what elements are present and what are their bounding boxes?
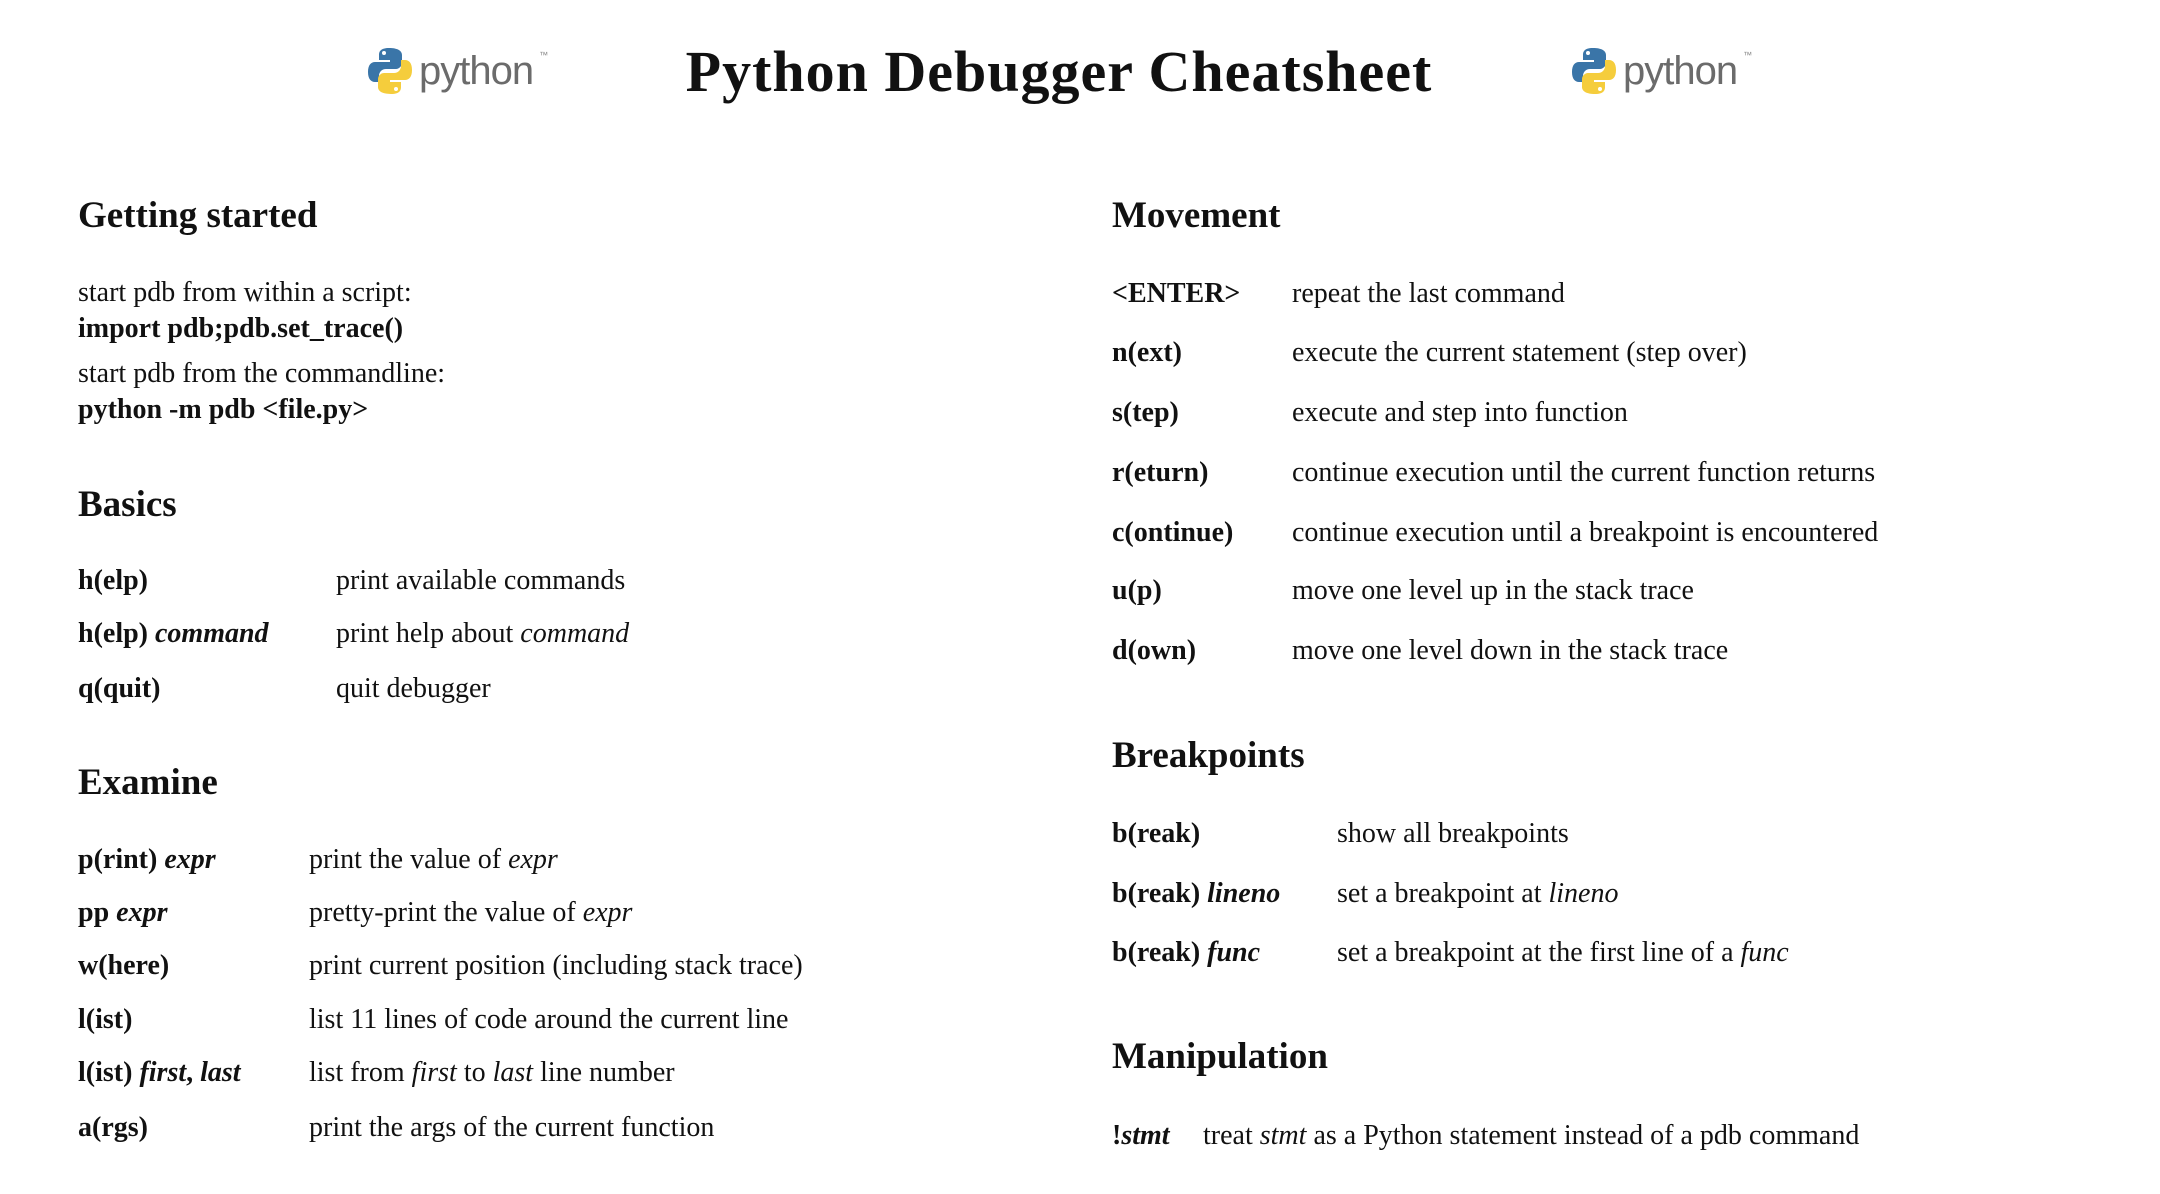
argument-text: command [520, 618, 630, 649]
text-segment: d(own) [1112, 635, 1197, 666]
command-name [78, 671, 160, 707]
argument-text: expr [164, 844, 216, 875]
text-segment: start pdb from the commandline: [78, 358, 446, 389]
text-segment: python -m pdb <file.py> [78, 394, 369, 425]
usage-line [78, 311, 403, 347]
text-segment: w(here) [78, 950, 170, 981]
trademark: ™ [539, 50, 549, 60]
command-description [336, 616, 629, 652]
python-logo-right [1571, 42, 1752, 100]
text-segment: pretty-print the value of [309, 897, 583, 928]
command-name [78, 948, 169, 984]
section-heading-movement: Movement [1112, 195, 1281, 236]
command-description [1337, 816, 1569, 852]
text-segment: print help about [336, 618, 521, 649]
text-segment: ! [1112, 1120, 1122, 1151]
text-segment: u(p) [1112, 575, 1162, 606]
usage-line [78, 275, 412, 311]
text-segment: a(rgs) [78, 1112, 148, 1143]
text-segment: q(quit) [78, 673, 161, 704]
text-segment: l(ist) [78, 1004, 133, 1035]
command-description [336, 671, 491, 707]
text-segment: , [186, 1057, 201, 1088]
text-segment: print the args of the current function [309, 1112, 715, 1143]
command-name [78, 895, 167, 931]
argument-text: first [139, 1057, 187, 1088]
text-segment: l(ist) [78, 1057, 140, 1088]
text-segment: h(elp) [78, 565, 148, 596]
text-segment: print available commands [336, 565, 626, 596]
text-segment: s(tep) [1112, 397, 1179, 428]
command-name [78, 1002, 132, 1038]
command-description [309, 948, 803, 984]
command-description [1292, 573, 1694, 609]
section-heading-examine: Examine [78, 762, 218, 803]
section-heading-basics: Basics [78, 484, 177, 525]
command-name [1112, 1118, 1170, 1154]
python-snake-icon [1571, 46, 1617, 96]
python-logo-text: python [1623, 48, 1738, 93]
command-name [1112, 573, 1162, 609]
text-segment: list from [309, 1057, 412, 1088]
command-description [336, 563, 625, 599]
text-segment: b(reak) [1112, 818, 1201, 849]
argument-text: lineno [1548, 878, 1619, 909]
command-description [309, 1002, 789, 1038]
section-heading-getting-started: Getting started [78, 195, 318, 236]
text-segment: show all breakpoints [1337, 818, 1569, 849]
command-description [1292, 633, 1728, 669]
text-segment: print current position (including stack trace) [309, 950, 803, 981]
section-heading-breakpoints: Breakpoints [1112, 735, 1305, 776]
command-description [309, 1055, 675, 1091]
command-description [1292, 395, 1628, 431]
text-segment: continue execution until the current function returns [1292, 457, 1876, 488]
text-segment: line number [533, 1057, 675, 1088]
argument-text: func [1207, 937, 1261, 968]
command-name [1112, 515, 1233, 551]
text-segment: r(eturn) [1112, 457, 1209, 488]
trademark: ™ [1743, 50, 1753, 60]
text-segment: to [456, 1057, 493, 1088]
usage-line [78, 356, 445, 392]
argument-text: command [155, 618, 269, 649]
command-description [1292, 515, 1878, 551]
command-description [309, 1110, 714, 1146]
python-logo-text: python [419, 48, 534, 93]
text-segment: n(ext) [1112, 337, 1182, 368]
section-heading-manipulation: Manipulation [1112, 1036, 1328, 1077]
argument-text: lineno [1207, 878, 1281, 909]
command-name [1112, 335, 1182, 371]
text-segment: execute the current statement (step over) [1292, 337, 1747, 368]
argument-text: first [411, 1057, 457, 1088]
text-segment: execute and step into function [1292, 397, 1628, 428]
command-description [309, 895, 632, 931]
argument-text: func [1740, 937, 1789, 968]
command-name [78, 1110, 148, 1146]
text-segment: quit debugger [336, 673, 491, 704]
command-name [1112, 395, 1179, 431]
text-segment: treat [1203, 1120, 1260, 1151]
command-name [1112, 633, 1196, 669]
argument-text: stmt [1259, 1120, 1307, 1151]
text-segment: p(rint) [78, 844, 165, 875]
command-description [1337, 935, 1789, 971]
command-description [1203, 1118, 1859, 1154]
command-name [78, 842, 216, 878]
text-segment: repeat the last command [1292, 278, 1565, 309]
text-segment: start pdb from within a script: [78, 277, 412, 308]
text-segment: continue execution until a breakpoint is encountered [1292, 517, 1879, 548]
command-description [1337, 876, 1618, 912]
usage-line [78, 392, 368, 428]
command-description [1292, 335, 1747, 371]
text-segment: list 11 lines of code around the current line [309, 1004, 789, 1035]
text-segment: b(reak) [1112, 878, 1208, 909]
text-segment: set a breakpoint at [1337, 878, 1549, 909]
argument-text: expr [116, 897, 168, 928]
page-title: Python Debugger Cheatsheet [685, 39, 1433, 104]
text-segment: move one level up in the stack trace [1292, 575, 1694, 606]
command-name [78, 563, 148, 599]
argument-text: last [200, 1057, 241, 1088]
command-description [309, 842, 558, 878]
command-description [1292, 276, 1565, 312]
command-description [1292, 455, 1875, 491]
text-segment: b(reak) [1112, 937, 1208, 968]
text-segment: print the value of [309, 844, 509, 875]
text-segment: c(ontinue) [1112, 517, 1234, 548]
argument-text: expr [582, 897, 633, 928]
argument-text: expr [508, 844, 558, 875]
argument-text: stmt [1121, 1120, 1170, 1151]
command-name [78, 616, 269, 652]
command-name [78, 1055, 241, 1091]
text-segment: <ENTER> [1112, 278, 1241, 309]
text-segment: set a breakpoint at the first line of a [1337, 937, 1741, 968]
text-segment: import pdb;pdb.set_trace() [78, 313, 404, 344]
argument-text: last [492, 1057, 534, 1088]
text-segment: as a Python statement instead of a pdb command [1306, 1120, 1860, 1151]
text-segment: pp [78, 897, 117, 928]
command-name [1112, 276, 1240, 312]
command-name [1112, 935, 1260, 971]
text-segment: h(elp) [78, 618, 155, 649]
command-name [1112, 816, 1200, 852]
command-name [1112, 876, 1280, 912]
text-segment: move one level down in the stack trace [1292, 635, 1729, 666]
command-name [1112, 455, 1208, 491]
